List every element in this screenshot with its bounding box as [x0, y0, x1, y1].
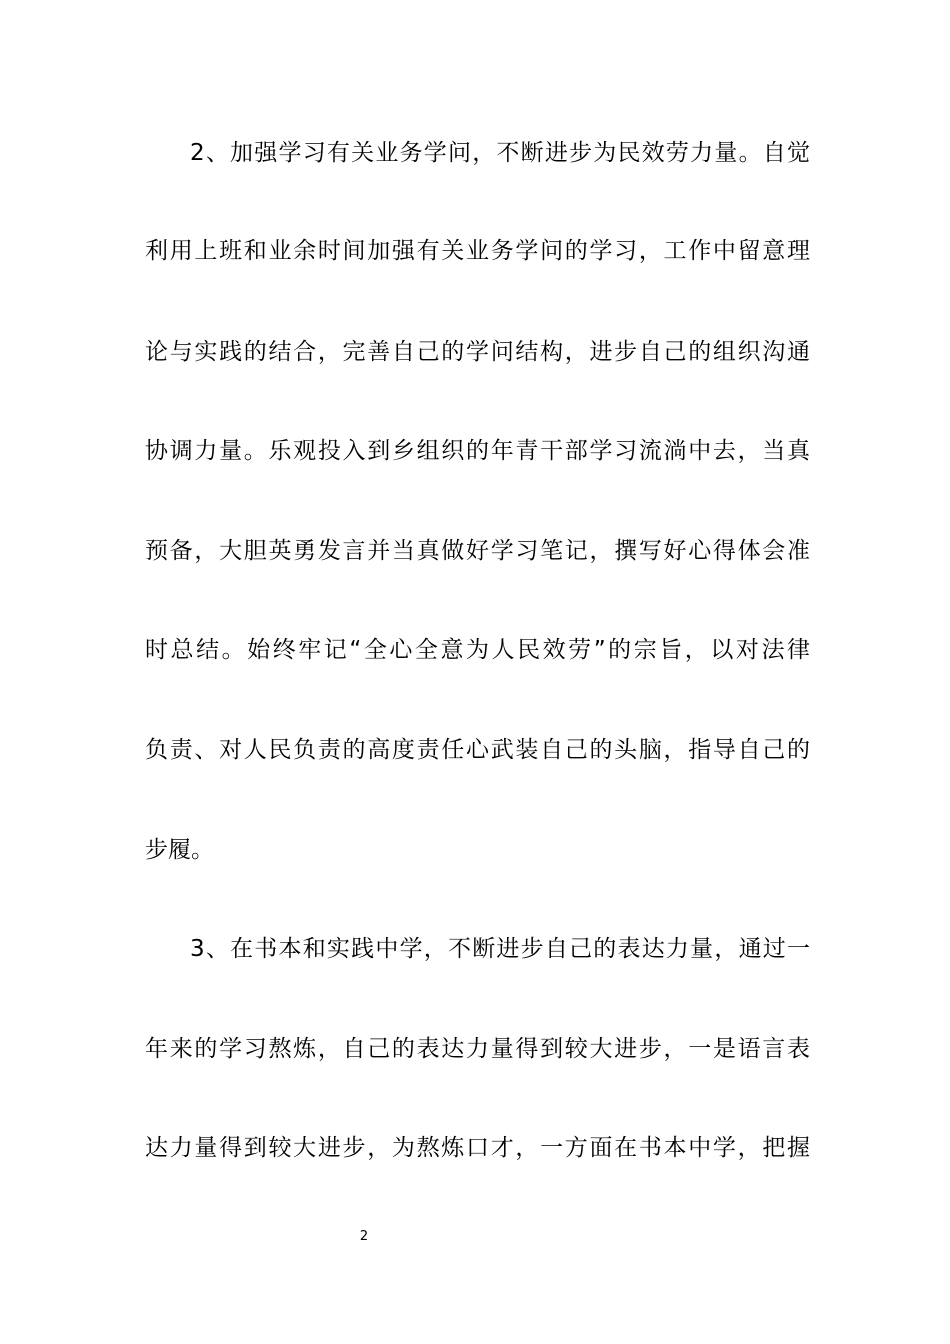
paragraph-line: 3、在书本和实践中学，不断进步自己的表达力量，通过一 [190, 936, 810, 962]
page-number: 2 [359, 1229, 369, 1244]
paragraph-line: 2、加强学习有关业务学问，不断进步为民效劳力量。自觉 [190, 140, 810, 166]
paragraph-line: 论与实践的结合，完善自己的学问结构，进步自己的组织沟通 [145, 339, 810, 365]
paragraph-line: 预备，大胆英勇发言并当真做好学习笔记，撰写好心得体会准 [145, 538, 810, 564]
paragraph-line: 达力量得到较大进步，为熬炼口才，一方面在书本中学，把握 [145, 1135, 810, 1161]
paragraph-line: 利用上班和业余时间加强有关业务学问的学习，工作中留意理 [145, 238, 810, 264]
paragraph-line: 年来的学习熬炼，自己的表达力量得到较大进步，一是语言表 [145, 1036, 810, 1062]
paragraph-line: 步履。 [145, 837, 214, 863]
paragraph-line: 负责、对人民负责的高度责任心武装自己的头脑，指导自己的 [145, 737, 810, 763]
paragraph-line: 时总结。始终牢记“全心全意为人民效劳”的宗旨，以对法律 [145, 637, 810, 663]
paragraph-line: 协调力量。乐观投入到乡组织的年青干部学习流淌中去，当真 [145, 438, 810, 464]
